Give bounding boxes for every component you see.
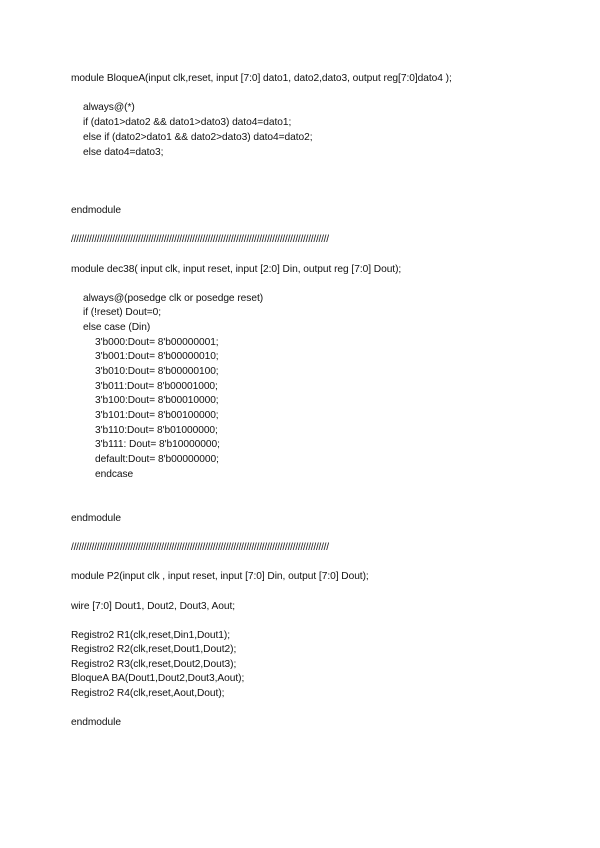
module-c-end: endmodule [71,717,121,728]
case-line: default:Dout= 8'b00000000; [95,454,219,465]
separator-line: //////////////////////////////////////////////////////////////////////////////////////////////////// [71,234,329,245]
instance-line: Registro2 R2(clk,reset,Dout1,Dout2); [71,644,237,655]
code-line: if (dato1>dato2 && dato1>dato3) dato4=dato1; [83,117,292,128]
module-c-header: module P2(input clk , input reset, input [7:0] Din, output [7:0] Dout); [71,571,369,582]
case-line: endcase [95,469,134,480]
separator-line: //////////////////////////////////////////////////////////////////////////////////////////////////// [71,542,329,553]
module-b-end: endmodule [71,513,121,524]
module-a-end: endmodule [71,205,121,216]
case-line: 3'b010:Dout= 8'b00000100; [95,366,219,377]
case-line: 3'b100:Dout= 8'b00010000; [95,395,219,406]
case-line: 3'b110:Dout= 8'b01000000; [95,425,218,436]
wire-declaration: wire [7:0] Dout1, Dout2, Dout3, Aout; [71,601,236,612]
case-line: 3'b001:Dout= 8'b00000010; [95,351,219,362]
code-line: else case (Din) [83,322,151,333]
case-line: 3'b000:Dout= 8'b00000001; [95,337,219,348]
case-line: 3'b101:Dout= 8'b00100000; [95,410,219,421]
code-line: always@(*) [83,102,135,113]
module-b-header: module dec38( input clk, input reset, input [2:0] Din, output reg [7:0] Dout); [71,264,402,275]
instance-line: BloqueA BA(Dout1,Dout2,Dout3,Aout); [71,673,245,684]
code-line: else if (dato2>dato1 && dato2>dato3) dato4=dato2; [83,132,313,143]
instance-line: Registro2 R3(clk,reset,Dout2,Dout3); [71,659,237,670]
module-a-header: module BloqueA(input clk,reset, input [7:0] dato1, dato2,dato3, output reg[7:0]dato4 ); [71,73,452,84]
case-line: 3'b111: Dout= 8'b10000000; [95,439,220,450]
instance-line: Registro2 R4(clk,reset,Aout,Dout); [71,688,225,699]
code-line: if (!reset) Dout=0; [83,307,162,318]
case-line: 3'b011:Dout= 8'b00001000; [95,381,218,392]
code-line: always@(posedge clk or posedge reset) [83,293,264,304]
code-line: else dato4=dato3; [83,147,164,158]
instance-line: Registro2 R1(clk,reset,Din1,Dout1); [71,630,231,641]
